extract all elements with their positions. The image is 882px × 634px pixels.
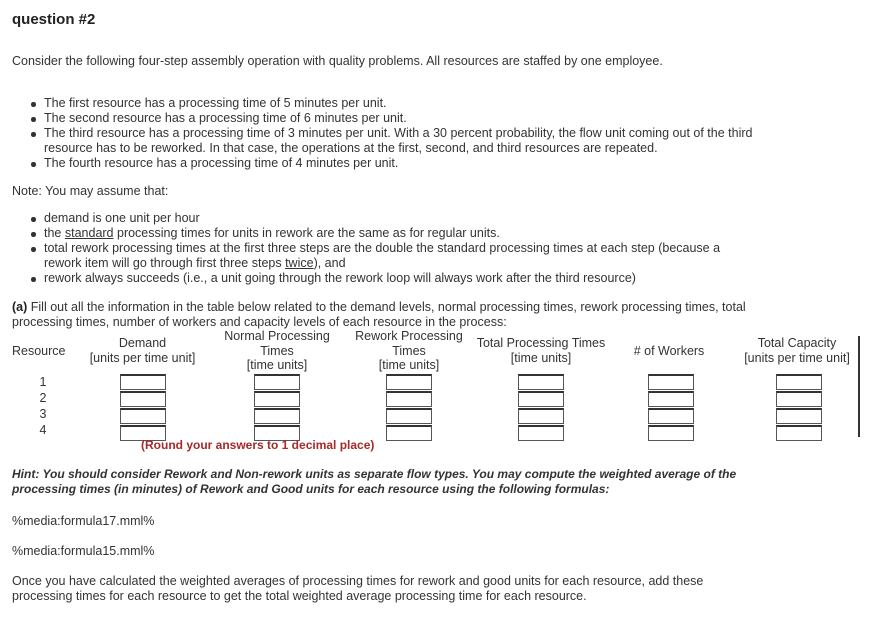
header-capacity — [738, 336, 856, 365]
header-normal — [212, 329, 342, 373]
demand-column — [120, 374, 166, 442]
rework-time-input-2[interactable] — [386, 391, 432, 407]
rework-time-input-3[interactable] — [386, 408, 432, 424]
header-line: [units per time unit] — [744, 350, 850, 365]
assumption-text: the — [44, 226, 65, 240]
formula-placeholder: %media:formula17.mml% — [12, 514, 155, 528]
total-time-input-4[interactable] — [518, 425, 564, 441]
header-line: Total Capacity — [757, 336, 837, 350]
assumption-text: processing times for units in rework are the same as for regular units. — [113, 226, 500, 240]
resource-list — [12, 96, 772, 171]
header-line: [units per time unit] — [89, 350, 196, 365]
assumption-text: rework always succeeds (i.e., a unit going through the rework loop will always work after the third resource) — [44, 271, 636, 285]
workers-column — [648, 374, 694, 442]
part-a-label: (a) — [12, 300, 28, 314]
header-line: Rework Processing — [355, 329, 463, 343]
assumption-text: demand is one unit per hour — [44, 211, 200, 225]
rework-time-input-1[interactable] — [386, 374, 432, 390]
capacity-column — [776, 374, 822, 442]
row-number: 1 — [39, 375, 47, 389]
normal-time-input-2[interactable] — [254, 391, 300, 407]
capacity-input-4[interactable] — [776, 425, 822, 441]
assumption-text: total rework processing times at the first three steps are the double the standard processing times at each step (because a rework item will go through first three steps — [44, 241, 721, 270]
header-line: [time units] — [246, 358, 308, 372]
header-line: Normal Processing — [224, 329, 330, 343]
header-line: [time units] — [510, 350, 572, 365]
header-resource: Resource — [12, 344, 66, 358]
formula-placeholder: %media:formula15.mml% — [12, 544, 155, 558]
list-item — [12, 271, 747, 286]
row-number: 3 — [39, 407, 47, 421]
header-line: [time units] — [378, 358, 440, 372]
header-demand — [80, 336, 205, 365]
normal-time-input-3[interactable] — [254, 408, 300, 424]
total-time-input-2[interactable] — [518, 391, 564, 407]
list-item: The fourth resource has a processing time of 4 minutes per unit. — [12, 156, 772, 171]
assumption-text: ), and — [313, 256, 346, 270]
list-item — [12, 241, 747, 271]
capacity-input-3[interactable] — [776, 408, 822, 424]
demand-input-3[interactable] — [120, 408, 166, 424]
intro-text: Consider the following four-step assembly operation with quality problems. All resources are staffed by one employee. — [12, 54, 663, 68]
round-note: (Round your answers to 1 decimal place) — [141, 438, 375, 452]
row-number: 2 — [39, 391, 47, 405]
total-time-input-1[interactable] — [518, 374, 564, 390]
standard-link[interactable]: standard — [64, 226, 114, 240]
workers-input-2[interactable] — [648, 391, 694, 407]
capacity-input-1[interactable] — [776, 374, 822, 390]
normal-time-input-1[interactable] — [254, 374, 300, 390]
list-item: The second resource has a processing time of 6 minutes per unit. — [12, 111, 772, 126]
total-time-input-3[interactable] — [518, 408, 564, 424]
workers-input-3[interactable] — [648, 408, 694, 424]
demand-input-2[interactable] — [120, 391, 166, 407]
header-rework — [344, 329, 474, 373]
list-item: The third resource has a processing time of 3 minutes per unit. With a 30 percent probability, the flow unit coming out of the third resource has to be reworked. In that case, the operations at the first, second, and third resources are repeated. — [12, 126, 772, 156]
total-time-column — [518, 374, 564, 442]
question-title: question #2 — [12, 11, 96, 28]
workers-input-1[interactable] — [648, 374, 694, 390]
rework-time-input-4[interactable] — [386, 425, 432, 441]
demand-input-1[interactable] — [120, 374, 166, 390]
rework-time-column — [386, 374, 432, 442]
header-line: Demand — [118, 336, 167, 350]
header-total — [470, 336, 612, 365]
header-line: Times — [392, 343, 426, 358]
twice-link[interactable]: twice — [285, 256, 314, 270]
closing-text: Once you have calculated the weighted averages of processing times for rework and good units for each resource, add these processing times for each resource to get the total weighted average processing time for each resource. — [12, 574, 704, 603]
normal-time-column — [254, 374, 300, 442]
list-item — [12, 226, 747, 241]
part-a-text: Fill out all the information in the table below related to the demand levels, normal processing times, rework processing times, total processing times, number of workers and capacity levels of each resource in the process: — [12, 300, 746, 329]
list-item: The first resource has a processing time of 5 minutes per unit. — [12, 96, 772, 111]
hint-text: Hint: You should consider Rework and Non-rework units as separate flow types. You may compute the weighted average of the processing times (in minutes) of Rework and Good units for each resource using the following formulas: — [12, 467, 737, 496]
part-a-prompt — [12, 300, 772, 330]
workers-input-4[interactable] — [648, 425, 694, 441]
header-line: Times — [260, 343, 294, 358]
row-number: 4 — [39, 423, 47, 437]
assumption-list — [12, 211, 747, 286]
list-item — [12, 211, 747, 226]
note-label: Note: You may assume that: — [12, 184, 169, 198]
header-line: Total Processing Times — [476, 336, 606, 350]
capacity-input-2[interactable] — [776, 391, 822, 407]
table-right-border — [858, 336, 860, 437]
header-workers: # of Workers — [633, 344, 705, 358]
